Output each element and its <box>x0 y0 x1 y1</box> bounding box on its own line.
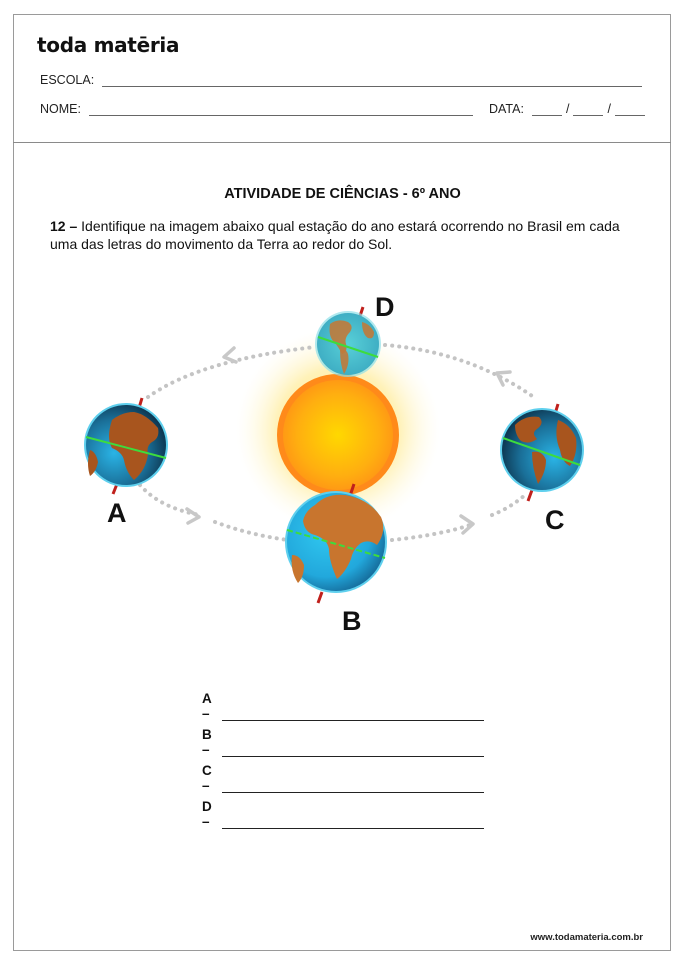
earth-d <box>315 307 381 377</box>
earth-orbit-diagram <box>0 280 685 660</box>
answer-row-d <box>202 793 484 829</box>
answer-row-a <box>202 685 484 721</box>
answer-letter: A – <box>202 691 212 721</box>
label-c: C <box>545 505 565 535</box>
answer-line-b[interactable] <box>222 742 484 757</box>
answer-list <box>202 685 484 829</box>
answer-line-c[interactable] <box>222 778 484 793</box>
label-d: D <box>375 292 395 322</box>
school-field <box>40 73 642 87</box>
answer-line-a[interactable] <box>222 706 484 721</box>
earth-a <box>84 398 168 494</box>
answer-row-b <box>202 721 484 757</box>
name-input-line[interactable] <box>89 103 473 116</box>
date-year-line[interactable] <box>615 103 645 116</box>
school-label: ESCOLA: <box>40 73 95 87</box>
answer-letter: B – <box>202 727 212 757</box>
label-a: A <box>107 498 127 528</box>
answer-line-d[interactable] <box>222 814 484 829</box>
date-day-line[interactable] <box>532 103 562 116</box>
date-field <box>489 102 645 116</box>
name-field <box>40 102 473 116</box>
earth-c <box>500 404 584 501</box>
school-input-line[interactable] <box>102 74 642 87</box>
date-separator: / <box>607 102 611 116</box>
label-b: B <box>342 606 362 636</box>
answer-letter: D – <box>202 799 212 829</box>
question <box>50 217 640 253</box>
logo: toda matēria <box>37 33 180 57</box>
answer-row-c <box>202 757 484 793</box>
answer-letter: C – <box>202 763 212 793</box>
date-separator: / <box>565 102 570 116</box>
date-label: DATA: <box>489 102 524 116</box>
header-divider <box>13 142 671 143</box>
date-month-line[interactable] <box>573 103 603 116</box>
footer-url[interactable]: www.todamateria.com.br <box>530 932 643 943</box>
question-number: 12 – <box>50 218 78 234</box>
name-label: NOME: <box>40 102 81 116</box>
question-text: Identifique na imagem abaixo qual estação do ano estará ocorrendo no Brasil em cada uma das letras do movimento da Terra ao redor do Sol. <box>50 218 620 252</box>
activity-title: ATIVIDADE DE CIÊNCIAS - 6º ANO <box>224 186 461 202</box>
